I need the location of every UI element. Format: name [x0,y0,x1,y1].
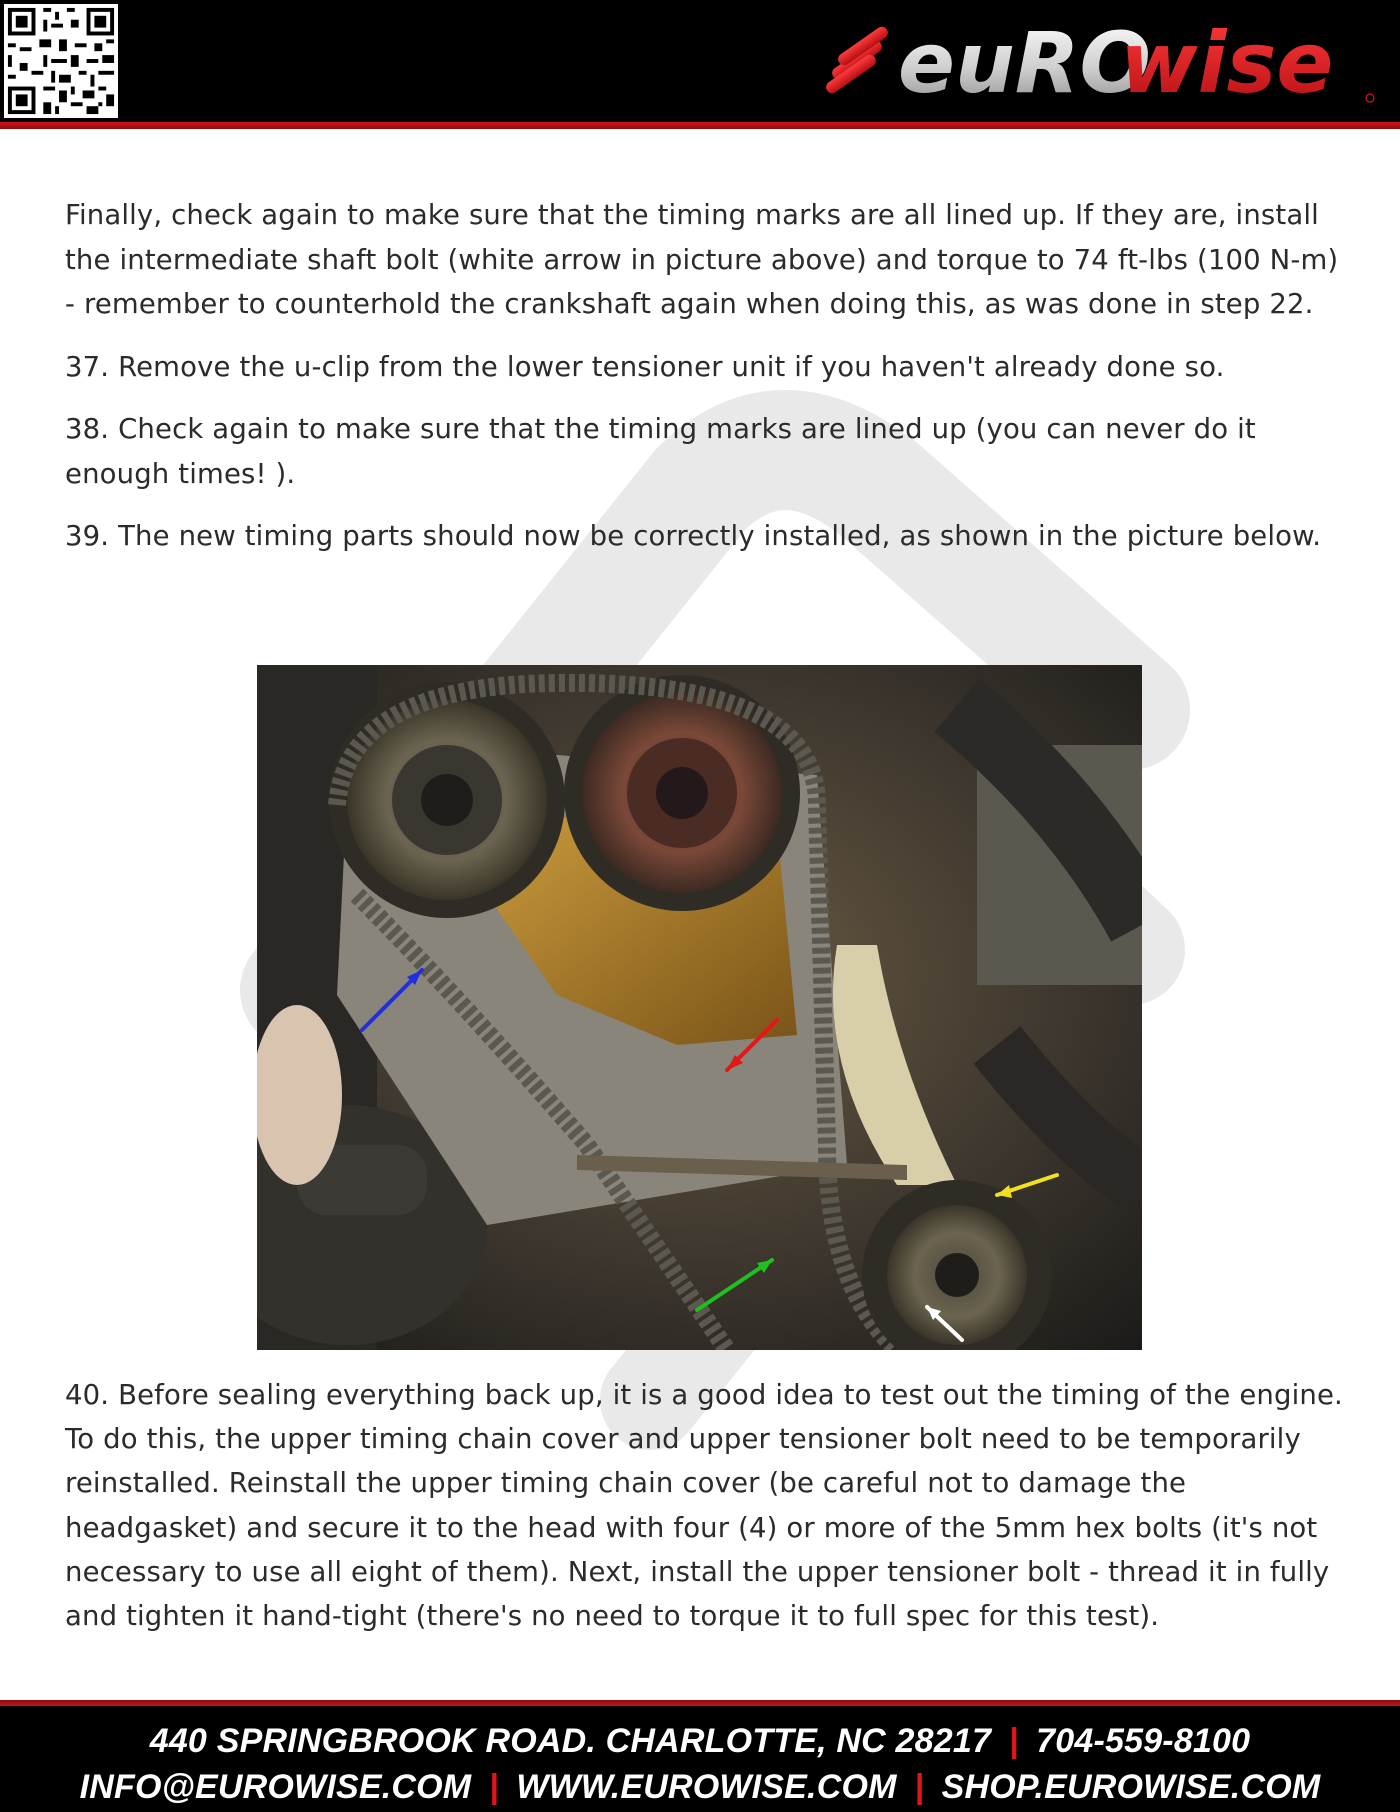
logo-emblem-icon [824,24,890,95]
footer-phone-link[interactable]: 704-559-8100 [1036,1722,1251,1760]
instructions-body [65,193,1345,577]
header-accent-bar [0,122,1400,129]
engine-timing-chain-photo [257,665,1142,1350]
step-37: 37. Remove the u-clip from the lower tensioner unit if you haven't already done so. [65,350,1225,383]
footer-address: 440 SPRINGBROOK ROAD. CHARLOTTE, NC 28217 [149,1722,992,1760]
page-header [0,0,1400,122]
eurowise-logo[interactable] [820,14,1380,110]
paragraph-intermediate-shaft: Finally, check again to make sure that the timing marks are all lined up. If they are, install the intermediate shaft bolt (white arrow in picture above) and torque to 74 ft-lbs (100 N-m) - remember to counterhold the crankshaft again when doing this, as was done in step 22. [65,199,1339,320]
footer-address-line [0,1722,1400,1761]
svg-text:wise: wise [1120,14,1334,110]
footer-separator: | [488,1768,499,1806]
footer-separator: | [914,1768,924,1806]
footer-shop-link[interactable]: SHOP.EUROWISE.COM [941,1768,1321,1806]
step-38: 38. Check again to make sure that the timing marks are lined up (you can never do it enough times! ). [65,413,1256,490]
footer-email-link[interactable]: INFO@EUROWISE.COM [79,1768,472,1806]
footer-contact-line [0,1768,1400,1807]
footer-website-link[interactable]: WWW.EUROWISE.COM [516,1768,897,1806]
step-39: 39. The new timing parts should now be correctly installed, as shown in the picture below. [65,520,1322,552]
eurowise-logo-mark [820,14,1380,110]
step-40: 40. Before sealing everything back up, it is a good idea to test out the timing of the engine. To do this, the upper timing chain cover and upper tensioner bolt need to be temporarily reinstalled. Reinstall the upper timing chain cover (be careful not to damage the headgasket) and secure it to the head with four (4) or more of the 5mm hex bolts (it's not necessary to use all eight of them). Next, install the upper tensioner bolt - thread it in fully and tighten it hand-tight (there's no need to torque it to full spec for this test). [65,1379,1343,1633]
footer-separator: | [1008,1722,1019,1760]
qr-code-icon[interactable] [4,4,118,118]
svg-text:euRO: euRO [898,14,1151,110]
